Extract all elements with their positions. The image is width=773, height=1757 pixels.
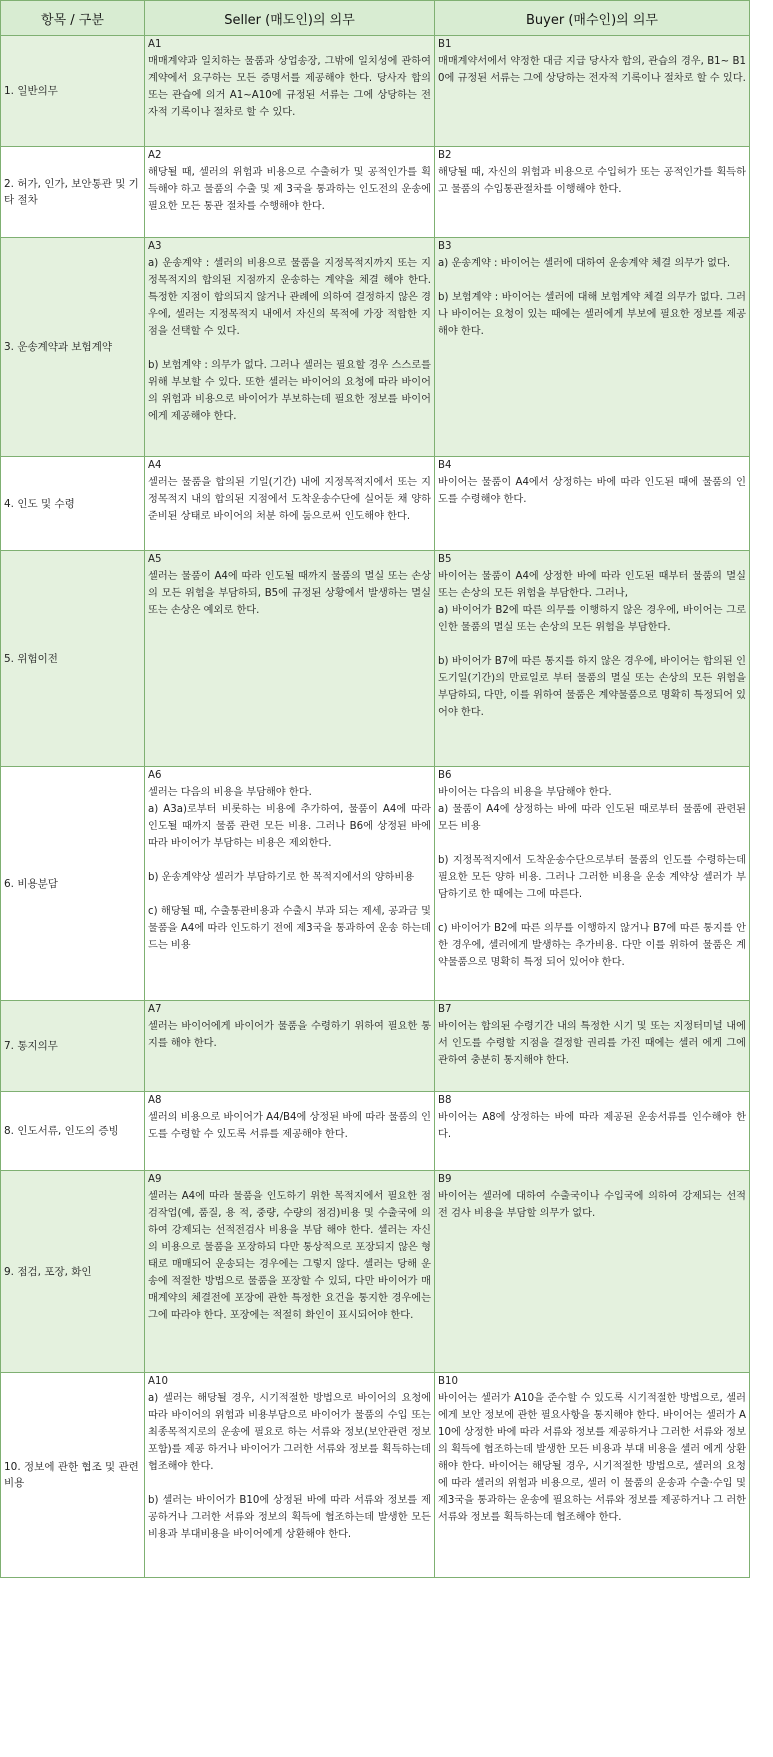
paragraph-gap <box>148 852 431 869</box>
table-row <box>1 551 750 767</box>
buyer-paragraph: 매매계약서에서 약정한 대금 지급 당사자 합의, 관습의 경우, B1~ B10에 규정된 서류는 그에 상당하는 전자적 기록이나 절차로 할 수 있다. <box>438 56 746 84</box>
header-row <box>1 1 750 36</box>
seller-obligation-cell <box>145 238 435 457</box>
seller-clause-code: A10 <box>148 1376 168 1387</box>
buyer-paragraph: a) 운송계약 : 바이어는 셀러에 대하여 운송계약 체결 의무가 없다. <box>438 258 731 269</box>
seller-clause-code: A8 <box>148 1095 162 1106</box>
seller-obligation-cell <box>145 1373 435 1578</box>
seller-paragraph: 셀러는 물품이 A4에 따라 인도될 때까지 물품의 멸실 또는 손상의 모든 위험을 부담하되, B5에 규정된 상황에서 발생하는 멸실 또는 손상은 예외로 한다. <box>148 571 431 616</box>
table-row <box>1 767 750 1001</box>
table-row <box>1 1092 750 1171</box>
table-row <box>1 1171 750 1373</box>
paragraph-gap <box>148 1475 431 1492</box>
buyer-paragraph: 바이어는 다음의 비용을 부담해야 한다. <box>438 787 612 798</box>
row-category: 10. 정보에 관한 협조 및 관련 비용 <box>1 1373 145 1578</box>
row-category: 4. 인도 및 수령 <box>1 457 145 551</box>
buyer-obligation-cell <box>435 767 750 1001</box>
seller-obligation-cell <box>145 457 435 551</box>
buyer-obligation-cell <box>435 36 750 147</box>
seller-paragraph: 매매계약과 일치하는 물품과 상업송장, 그밖에 일치성에 관하여 계약에서 요구하는 모든 증명서를 제공해야 한다. 당사자 합의 또는 관습에 의거 A1~A10에 규정된 서류는 그에 상당하는 전자적 기록이나 절차로 할 수 있다. <box>148 56 431 118</box>
buyer-clause-code: B9 <box>438 1174 452 1185</box>
table-body <box>1 36 750 1578</box>
table-row <box>1 147 750 238</box>
paragraph-gap <box>148 886 431 903</box>
seller-clause-code: A5 <box>148 554 162 565</box>
buyer-paragraph: b) 바이어가 B7에 따른 통지를 하지 않은 경우에, 바이어는 합의된 인도기일(기간)의 만료일로 부터 물품의 멸실 또는 손상의 모든 위험을 부담하되, 다만, 이를 위하여 물품은 계약물품으로 명확히 특정되어 있어야 한다. <box>438 656 746 718</box>
seller-paragraph: 셀러의 비용으로 바이어가 A4/B4에 상정된 바에 따라 물품의 인도를 수령할 수 있도록 서류를 제공해야 한다. <box>148 1112 431 1140</box>
buyer-clause-code: B7 <box>438 1004 452 1015</box>
seller-paragraph: 해당될 때, 셀러의 위험과 비용으로 수출허가 및 공적인가를 획득해야 하고 물품의 수출 및 제 3국을 통과하는 인도전의 운송에 필요한 모든 통관 절차를 수행해야 한다. <box>148 167 431 212</box>
table-row <box>1 1373 750 1578</box>
buyer-clause-code: B8 <box>438 1095 452 1106</box>
buyer-obligation-cell <box>435 1373 750 1578</box>
buyer-obligation-cell <box>435 1001 750 1092</box>
row-category: 8. 인도서류, 인도의 증빙 <box>1 1092 145 1171</box>
seller-paragraph: 셀러는 A4에 따라 물품을 인도하기 위한 목적지에서 필요한 점검작업(예, 품질, 용 적, 중량, 수량의 점검)비용 및 수출국에 의하여 강제되는 선적전검사 비용을 부담 해야 한다. 셀러는 자신의 비용으로 물품을 포장하되 다만 통상적으로 포장되지 않은 형태로 매매되어 운송되는 경우에는 그렇지 않다. 셀러는 당해 운송에 적절한 방법으로 물품을 포장할 수 있되, 다만 바이어가 매매계약의 체결전에 포장에 관한 특정한 요건을 통지한 경우에는 그에 따라야 한다. 포장에는 적절히 화인이 표시되어야 한다. <box>148 1191 431 1321</box>
buyer-obligation-cell <box>435 1171 750 1373</box>
buyer-obligation-cell <box>435 238 750 457</box>
buyer-paragraph: 해당될 때, 자신의 위험과 비용으로 수입허가 또는 공적인가를 획득하고 물품의 수입통관절차를 이행해야 한다. <box>438 167 746 195</box>
table-row <box>1 1001 750 1092</box>
buyer-obligation-cell <box>435 457 750 551</box>
seller-paragraph: b) 셀러는 바이어가 B10에 상정된 바에 따라 서류와 정보를 제공하거나 그러한 서류와 정보의 획득에 협조하는데 발생한 모든 비용과 부대비용을 바이어에게 상환해야 한다. <box>148 1495 431 1540</box>
seller-clause-code: A9 <box>148 1174 162 1185</box>
table-row <box>1 238 750 457</box>
row-category: 3. 운송계약과 보험계약 <box>1 238 145 457</box>
seller-paragraph: a) 셀러는 해당될 경우, 시기적절한 방법으로 바이어의 요청에 따라 바이어의 위험과 비용부담으로 바이어가 물품의 수입 또는 최종목적지로의 운송에 필요로 하는 서류와 정보(보안관련 정보 포함)를 제공 하거나 바이어가 그러한 서류와 정보를 획득하는데 협조해야 한다. <box>148 1393 431 1472</box>
buyer-clause-code: B6 <box>438 770 452 781</box>
seller-clause-code: A2 <box>148 150 162 161</box>
seller-clause-code: A7 <box>148 1004 162 1015</box>
buyer-paragraph: a) 물품이 A4에 상정하는 바에 따라 인도된 때로부터 물품에 관련된 모든 비용 <box>438 804 746 832</box>
buyer-clause-code: B10 <box>438 1376 458 1387</box>
buyer-paragraph: b) 지정목적지에서 도착운송수단으로부터 물품의 인도를 수령하는데 필요한 모든 양하 비용. 그러나 그러한 비용을 운송 계약상 셀러가 부담하기로 한 때에는 그에 따른다. <box>438 855 746 900</box>
buyer-clause-code: B1 <box>438 39 452 50</box>
paragraph-gap <box>438 636 746 653</box>
seller-obligation-cell <box>145 767 435 1001</box>
seller-clause-code: A3 <box>148 241 162 252</box>
buyer-obligation-cell <box>435 1092 750 1171</box>
buyer-clause-code: B4 <box>438 460 452 471</box>
table-row <box>1 457 750 551</box>
buyer-paragraph: a) 바이어가 B2에 따른 의무를 이행하지 않은 경우에, 바이어는 그로 인한 물품의 멸실 또는 손상의 모든 위험을 부담한다. <box>438 605 746 633</box>
seller-paragraph: b) 보험계약 : 의무가 없다. 그러나 셀러는 필요할 경우 스스로를 위해 부보할 수 있다. 또한 셀러는 바이어의 요청에 따라 바이어의 위험과 비용으로 바이어가 부보하는데 필요한 정보를 바이어에게 제공해야 한다. <box>148 360 431 422</box>
row-category: 5. 위험이전 <box>1 551 145 767</box>
table-row <box>1 36 750 147</box>
row-category: 7. 통지의무 <box>1 1001 145 1092</box>
row-category: 2. 허가, 인가, 보안통관 및 기타 절차 <box>1 147 145 238</box>
seller-paragraph: a) A3a)로부터 비롯하는 비용에 추가하여, 물품이 A4에 따라 인도될 때까지 물품 관련 모든 비용. 그러나 B6에 상정된 바에 따라 바이어가 부담하는 비용은 제외한다. <box>148 804 431 849</box>
seller-obligation-cell <box>145 147 435 238</box>
row-category: 6. 비용분담 <box>1 767 145 1001</box>
buyer-paragraph: b) 보험계약 : 바이어는 셀러에 대해 보험계약 체결 의무가 없다. 그러나 바이어는 요청이 있는 때에는 셀러에게 부보에 필요한 정보를 제공해야 한다. <box>438 292 746 337</box>
seller-paragraph: 셀러는 물품을 합의된 기일(기간) 내에 지정목적지에서 또는 지정목적지 내의 합의된 지점에서 도착운송수단에 실어둔 채 양하준비된 상태로 바이어의 처분 하에 둠으로써 인도해야 한다. <box>148 477 431 522</box>
seller-paragraph: b) 운송계약상 셀러가 부담하기로 한 목적지에서의 양하비용 <box>148 872 415 883</box>
buyer-paragraph: 바이어는 셀러가 A10을 준수할 수 있도록 시기적절한 방법으로, 셀러에게 보안 정보에 관한 필요사항을 통지해야 한다. 바이어는 셀러가 A10에 상정한 바에 따라 서류와 정보를 제공하거나 그러한 서류와 정보의 획득에 협조하는데 발생한 모든 비용과 부대 비용을 셀러 에게 상환해야 한다. 바이어는 해당될 경우, 시기적절한 방법으로, 셀러의 요청에 따라 셀러의 위험과 비용으로, 셀러 이 물품의 운송과 수출·수입 및 제3국을 통과하는 운송에 필요하는 서류와 정보를 제공하거나 그 러한 서류와 정보를 획득하는데 협조해야 한다. <box>438 1393 746 1523</box>
paragraph-gap <box>148 340 431 357</box>
buyer-clause-code: B3 <box>438 241 452 252</box>
buyer-paragraph: 바이어는 물품이 A4에 상정한 바에 따라 인도된 때부터 물품의 멸실 또는 손상의 모든 위험을 부담한다. 그러나, <box>438 571 746 599</box>
buyer-obligation-cell <box>435 147 750 238</box>
seller-paragraph: c) 해당될 때, 수출통관비용과 수출시 부과 되는 제세, 공과금 및 물품을 A4에 따라 인도하기 전에 제3국을 통과하여 운송 하는데 드는 비용 <box>148 906 431 951</box>
buyer-obligation-cell <box>435 551 750 767</box>
seller-paragraph: 셀러는 다음의 비용을 부담해야 한다. <box>148 787 312 798</box>
buyer-paragraph: c) 바이어가 B2에 따른 의무를 이행하지 않거나 B7에 따른 통지를 안 한 경우에, 셀러에게 발생하는 추가비용. 다만 이를 위하여 물품은 계약물품으로 명확히 특정 되어 있어야 한다. <box>438 923 746 968</box>
paragraph-gap <box>438 272 746 289</box>
seller-paragraph: 셀러는 바이어에게 바이어가 물품을 수령하기 위하여 필요한 통지를 해야 한다. <box>148 1021 431 1049</box>
seller-obligation-cell <box>145 1171 435 1373</box>
header-category: 항목 / 구분 <box>1 1 145 36</box>
seller-obligation-cell <box>145 36 435 147</box>
seller-clause-code: A4 <box>148 460 162 471</box>
buyer-clause-code: B5 <box>438 554 452 565</box>
buyer-paragraph: 바이어는 A8에 상정하는 바에 따라 제공된 운송서류를 인수해야 한다. <box>438 1112 746 1140</box>
buyer-clause-code: B2 <box>438 150 452 161</box>
header-seller: Seller (매도인)의 의무 <box>145 1 435 36</box>
row-category: 1. 일반의무 <box>1 36 145 147</box>
seller-obligation-cell <box>145 551 435 767</box>
buyer-paragraph: 바이어는 셀러에 대하여 수출국이나 수입국에 의하여 강제되는 선적전 검사 비용을 부담할 의무가 없다. <box>438 1191 746 1219</box>
seller-obligation-cell <box>145 1092 435 1171</box>
seller-paragraph: a) 운송계약 : 셀러의 비용으로 물품을 지정목적지까지 또는 지정목적지의 합의된 지점까지 운송하는 계약을 체결 해야 한다. 특정한 지점이 합의되지 않거나 관례에 의하여 결정하지 않은 경우에, 셀러는 지정목적지 내에서 자신의 목적에 가장 적합한 지점을 선택할 수 있다. <box>148 258 431 337</box>
seller-clause-code: A1 <box>148 39 162 50</box>
seller-clause-code: A6 <box>148 770 162 781</box>
paragraph-gap <box>438 903 746 920</box>
row-category: 9. 점검, 포장, 화인 <box>1 1171 145 1373</box>
buyer-paragraph: 바이어는 물품이 A4에서 상정하는 바에 따라 인도된 때에 물품의 인도를 수령해야 한다. <box>438 477 746 505</box>
seller-obligation-cell <box>145 1001 435 1092</box>
paragraph-gap <box>438 835 746 852</box>
buyer-paragraph: 바이어는 합의된 수령기간 내의 특정한 시기 및 또는 지정터미널 내에서 인도를 수령할 지점을 결정할 권리를 가진 때에는 셀러 에게 그에 관하여 충분히 통지해야 한다. <box>438 1021 746 1066</box>
header-buyer: Buyer (매수인)의 의무 <box>435 1 750 36</box>
